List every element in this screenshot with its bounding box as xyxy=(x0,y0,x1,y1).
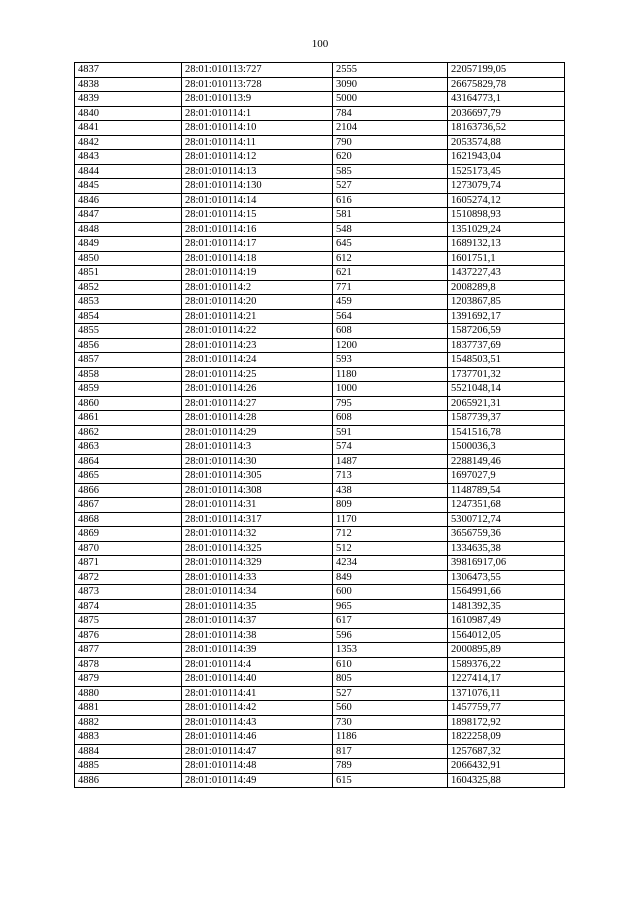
area-cell: 1000 xyxy=(333,382,448,397)
cadastral-number-cell: 28:01:010114:35 xyxy=(182,599,333,614)
area-cell: 849 xyxy=(333,570,448,585)
value-cell: 1564012,05 xyxy=(448,628,565,643)
value-cell: 1481392,35 xyxy=(448,599,565,614)
table-row xyxy=(75,324,565,339)
table-row xyxy=(75,222,565,237)
row-number-cell: 4883 xyxy=(75,730,182,745)
value-cell: 5300712,74 xyxy=(448,512,565,527)
table-row xyxy=(75,527,565,542)
value-cell: 1306473,55 xyxy=(448,570,565,585)
area-cell: 789 xyxy=(333,759,448,774)
cadastral-number-cell: 28:01:010114:42 xyxy=(182,701,333,716)
area-cell: 574 xyxy=(333,440,448,455)
area-cell: 585 xyxy=(333,164,448,179)
value-cell: 1587739,37 xyxy=(448,411,565,426)
area-cell: 564 xyxy=(333,309,448,324)
row-number-cell: 4837 xyxy=(75,63,182,78)
area-cell: 608 xyxy=(333,324,448,339)
table-row xyxy=(75,614,565,629)
cadastral-number-cell: 28:01:010114:18 xyxy=(182,251,333,266)
value-cell: 1604325,88 xyxy=(448,773,565,788)
value-cell: 1437227,43 xyxy=(448,266,565,281)
cadastral-number-cell: 28:01:010114:43 xyxy=(182,715,333,730)
table-row xyxy=(75,280,565,295)
area-cell: 610 xyxy=(333,657,448,672)
area-cell: 438 xyxy=(333,483,448,498)
table-row xyxy=(75,440,565,455)
value-cell: 1737701,32 xyxy=(448,367,565,382)
cadastral-number-cell: 28:01:010114:39 xyxy=(182,643,333,658)
row-number-cell: 4868 xyxy=(75,512,182,527)
row-number-cell: 4858 xyxy=(75,367,182,382)
table-row xyxy=(75,672,565,687)
area-cell: 784 xyxy=(333,106,448,121)
value-cell: 1605274,12 xyxy=(448,193,565,208)
area-cell: 616 xyxy=(333,193,448,208)
cadastral-number-cell: 28:01:010114:37 xyxy=(182,614,333,629)
area-cell: 512 xyxy=(333,541,448,556)
cadastral-number-cell: 28:01:010114:33 xyxy=(182,570,333,585)
cadastral-number-cell: 28:01:010114:25 xyxy=(182,367,333,382)
area-cell: 2104 xyxy=(333,121,448,136)
cadastral-number-cell: 28:01:010114:4 xyxy=(182,657,333,672)
row-number-cell: 4875 xyxy=(75,614,182,629)
area-cell: 2555 xyxy=(333,63,448,78)
row-number-cell: 4880 xyxy=(75,686,182,701)
row-number-cell: 4882 xyxy=(75,715,182,730)
value-cell: 22057199,05 xyxy=(448,63,565,78)
row-number-cell: 4870 xyxy=(75,541,182,556)
row-number-cell: 4877 xyxy=(75,643,182,658)
value-cell: 1564991,66 xyxy=(448,585,565,600)
value-cell: 1371076,11 xyxy=(448,686,565,701)
value-cell: 1334635,38 xyxy=(448,541,565,556)
value-cell: 1525173,45 xyxy=(448,164,565,179)
cadastral-number-cell: 28:01:010113:9 xyxy=(182,92,333,107)
table-row xyxy=(75,92,565,107)
value-cell: 39816917,06 xyxy=(448,556,565,571)
value-cell: 5521048,14 xyxy=(448,382,565,397)
value-cell: 1837737,69 xyxy=(448,338,565,353)
area-cell: 548 xyxy=(333,222,448,237)
table-row xyxy=(75,773,565,788)
row-number-cell: 4876 xyxy=(75,628,182,643)
value-cell: 1257687,32 xyxy=(448,744,565,759)
value-cell: 1247351,68 xyxy=(448,498,565,513)
table-row xyxy=(75,643,565,658)
row-number-cell: 4859 xyxy=(75,382,182,397)
row-number-cell: 4845 xyxy=(75,179,182,194)
row-number-cell: 4852 xyxy=(75,280,182,295)
cadastral-number-cell: 28:01:010114:26 xyxy=(182,382,333,397)
area-cell: 600 xyxy=(333,585,448,600)
cadastral-number-cell: 28:01:010113:728 xyxy=(182,77,333,92)
table-row xyxy=(75,295,565,310)
row-number-cell: 4856 xyxy=(75,338,182,353)
area-cell: 591 xyxy=(333,425,448,440)
value-cell: 2000895,89 xyxy=(448,643,565,658)
table-row xyxy=(75,251,565,266)
cadastral-number-cell: 28:01:010114:12 xyxy=(182,150,333,165)
area-cell: 581 xyxy=(333,208,448,223)
cadastral-number-cell: 28:01:010114:34 xyxy=(182,585,333,600)
table-row xyxy=(75,570,565,585)
area-cell: 790 xyxy=(333,135,448,150)
cadastral-number-cell: 28:01:010114:49 xyxy=(182,773,333,788)
area-cell: 817 xyxy=(333,744,448,759)
table-row xyxy=(75,541,565,556)
cadastral-number-cell: 28:01:010114:20 xyxy=(182,295,333,310)
table-row xyxy=(75,425,565,440)
table-row xyxy=(75,411,565,426)
area-cell: 730 xyxy=(333,715,448,730)
cadastral-number-cell: 28:01:010114:48 xyxy=(182,759,333,774)
value-cell: 26675829,78 xyxy=(448,77,565,92)
row-number-cell: 4874 xyxy=(75,599,182,614)
row-number-cell: 4841 xyxy=(75,121,182,136)
row-number-cell: 4847 xyxy=(75,208,182,223)
area-cell: 1180 xyxy=(333,367,448,382)
cadastral-number-cell: 28:01:010114:2 xyxy=(182,280,333,295)
row-number-cell: 4854 xyxy=(75,309,182,324)
cadastral-number-cell: 28:01:010114:14 xyxy=(182,193,333,208)
cadastral-number-cell: 28:01:010114:21 xyxy=(182,309,333,324)
cadastral-number-cell: 28:01:010114:305 xyxy=(182,469,333,484)
area-cell: 771 xyxy=(333,280,448,295)
value-cell: 2065921,31 xyxy=(448,396,565,411)
table-row xyxy=(75,338,565,353)
cadastral-number-cell: 28:01:010114:28 xyxy=(182,411,333,426)
value-cell: 1273079,74 xyxy=(448,179,565,194)
value-cell: 1610987,49 xyxy=(448,614,565,629)
value-cell: 2053574,88 xyxy=(448,135,565,150)
table-row xyxy=(75,237,565,252)
value-cell: 1621943,04 xyxy=(448,150,565,165)
cadastral-number-cell: 28:01:010114:15 xyxy=(182,208,333,223)
row-number-cell: 4863 xyxy=(75,440,182,455)
cadastral-number-cell: 28:01:010114:317 xyxy=(182,512,333,527)
cadastral-number-cell: 28:01:010114:22 xyxy=(182,324,333,339)
value-cell: 2036697,79 xyxy=(448,106,565,121)
area-cell: 805 xyxy=(333,672,448,687)
value-cell: 1227414,17 xyxy=(448,672,565,687)
table-row xyxy=(75,193,565,208)
area-cell: 1186 xyxy=(333,730,448,745)
row-number-cell: 4848 xyxy=(75,222,182,237)
row-number-cell: 4886 xyxy=(75,773,182,788)
row-number-cell: 4866 xyxy=(75,483,182,498)
table-row xyxy=(75,599,565,614)
area-cell: 1353 xyxy=(333,643,448,658)
area-cell: 4234 xyxy=(333,556,448,571)
value-cell: 18163736,52 xyxy=(448,121,565,136)
value-cell: 1822258,09 xyxy=(448,730,565,745)
table-row xyxy=(75,150,565,165)
value-cell: 1541516,78 xyxy=(448,425,565,440)
table-row xyxy=(75,454,565,469)
value-cell: 3656759,36 xyxy=(448,527,565,542)
table-row xyxy=(75,759,565,774)
table-row xyxy=(75,106,565,121)
cadastral-number-cell: 28:01:010114:329 xyxy=(182,556,333,571)
cadastral-number-cell: 28:01:010114:11 xyxy=(182,135,333,150)
cadastral-number-cell: 28:01:010114:16 xyxy=(182,222,333,237)
row-number-cell: 4842 xyxy=(75,135,182,150)
area-cell: 965 xyxy=(333,599,448,614)
row-number-cell: 4869 xyxy=(75,527,182,542)
value-cell: 1391692,17 xyxy=(448,309,565,324)
row-number-cell: 4867 xyxy=(75,498,182,513)
row-number-cell: 4853 xyxy=(75,295,182,310)
area-cell: 612 xyxy=(333,251,448,266)
table-row xyxy=(75,686,565,701)
table-row xyxy=(75,469,565,484)
table-row xyxy=(75,585,565,600)
table-row xyxy=(75,367,565,382)
value-cell: 1203867,85 xyxy=(448,295,565,310)
value-cell: 1689132,13 xyxy=(448,237,565,252)
table-row xyxy=(75,164,565,179)
row-number-cell: 4850 xyxy=(75,251,182,266)
row-number-cell: 4884 xyxy=(75,744,182,759)
value-cell: 1148789,54 xyxy=(448,483,565,498)
value-cell: 1351029,24 xyxy=(448,222,565,237)
area-cell: 795 xyxy=(333,396,448,411)
cadastral-number-cell: 28:01:010114:10 xyxy=(182,121,333,136)
table-row xyxy=(75,701,565,716)
value-cell: 1601751,1 xyxy=(448,251,565,266)
row-number-cell: 4872 xyxy=(75,570,182,585)
table-row xyxy=(75,628,565,643)
area-cell: 608 xyxy=(333,411,448,426)
row-number-cell: 4885 xyxy=(75,759,182,774)
cadastral-number-cell: 28:01:010114:308 xyxy=(182,483,333,498)
area-cell: 527 xyxy=(333,686,448,701)
value-cell: 1500036,3 xyxy=(448,440,565,455)
area-cell: 5000 xyxy=(333,92,448,107)
table-row xyxy=(75,744,565,759)
cadastral-number-cell: 28:01:010114:24 xyxy=(182,353,333,368)
area-cell: 617 xyxy=(333,614,448,629)
table-row xyxy=(75,309,565,324)
area-cell: 560 xyxy=(333,701,448,716)
cadastral-number-cell: 28:01:010114:47 xyxy=(182,744,333,759)
area-cell: 593 xyxy=(333,353,448,368)
cadastral-number-cell: 28:01:010114:325 xyxy=(182,541,333,556)
table-row xyxy=(75,266,565,281)
table-row xyxy=(75,77,565,92)
value-cell: 1697027,9 xyxy=(448,469,565,484)
row-number-cell: 4864 xyxy=(75,454,182,469)
table-row xyxy=(75,498,565,513)
row-number-cell: 4873 xyxy=(75,585,182,600)
table-row xyxy=(75,135,565,150)
area-cell: 1200 xyxy=(333,338,448,353)
area-cell: 3090 xyxy=(333,77,448,92)
area-cell: 621 xyxy=(333,266,448,281)
area-cell: 1487 xyxy=(333,454,448,469)
cadastral-number-cell: 28:01:010114:38 xyxy=(182,628,333,643)
row-number-cell: 4871 xyxy=(75,556,182,571)
area-cell: 1170 xyxy=(333,512,448,527)
row-number-cell: 4846 xyxy=(75,193,182,208)
table-row xyxy=(75,483,565,498)
cadastral-number-cell: 28:01:010114:23 xyxy=(182,338,333,353)
row-number-cell: 4844 xyxy=(75,164,182,179)
cadastral-number-cell: 28:01:010114:41 xyxy=(182,686,333,701)
row-number-cell: 4860 xyxy=(75,396,182,411)
table-row xyxy=(75,382,565,397)
row-number-cell: 4879 xyxy=(75,672,182,687)
row-number-cell: 4851 xyxy=(75,266,182,281)
area-cell: 596 xyxy=(333,628,448,643)
table-row xyxy=(75,512,565,527)
cadastral-number-cell: 28:01:010113:727 xyxy=(182,63,333,78)
row-number-cell: 4881 xyxy=(75,701,182,716)
area-cell: 620 xyxy=(333,150,448,165)
table-row xyxy=(75,121,565,136)
table-row xyxy=(75,179,565,194)
area-cell: 809 xyxy=(333,498,448,513)
table-row xyxy=(75,396,565,411)
cadastral-number-cell: 28:01:010114:30 xyxy=(182,454,333,469)
cadastral-number-cell: 28:01:010114:130 xyxy=(182,179,333,194)
cadastral-number-cell: 28:01:010114:40 xyxy=(182,672,333,687)
table-row xyxy=(75,208,565,223)
area-cell: 459 xyxy=(333,295,448,310)
page-number: 100 xyxy=(311,38,329,50)
row-number-cell: 4855 xyxy=(75,324,182,339)
row-number-cell: 4862 xyxy=(75,425,182,440)
row-number-cell: 4878 xyxy=(75,657,182,672)
cadastral-number-cell: 28:01:010114:32 xyxy=(182,527,333,542)
cadastral-number-cell: 28:01:010114:27 xyxy=(182,396,333,411)
table-row xyxy=(75,556,565,571)
table-body xyxy=(75,63,565,788)
area-cell: 615 xyxy=(333,773,448,788)
table-row xyxy=(75,715,565,730)
cadastral-number-cell: 28:01:010114:19 xyxy=(182,266,333,281)
row-number-cell: 4843 xyxy=(75,150,182,165)
row-number-cell: 4861 xyxy=(75,411,182,426)
row-number-cell: 4857 xyxy=(75,353,182,368)
row-number-cell: 4849 xyxy=(75,237,182,252)
value-cell: 1589376,22 xyxy=(448,657,565,672)
value-cell: 1548503,51 xyxy=(448,353,565,368)
cadastral-number-cell: 28:01:010114:17 xyxy=(182,237,333,252)
value-cell: 43164773,1 xyxy=(448,92,565,107)
value-cell: 2066432,91 xyxy=(448,759,565,774)
area-cell: 645 xyxy=(333,237,448,252)
row-number-cell: 4838 xyxy=(75,77,182,92)
cadastral-number-cell: 28:01:010114:1 xyxy=(182,106,333,121)
value-cell: 1587206,59 xyxy=(448,324,565,339)
row-number-cell: 4840 xyxy=(75,106,182,121)
cadastral-number-cell: 28:01:010114:3 xyxy=(182,440,333,455)
table-row xyxy=(75,353,565,368)
value-cell: 2008289,8 xyxy=(448,280,565,295)
value-cell: 1898172,92 xyxy=(448,715,565,730)
value-cell: 2288149,46 xyxy=(448,454,565,469)
row-number-cell: 4839 xyxy=(75,92,182,107)
cadastral-number-cell: 28:01:010114:29 xyxy=(182,425,333,440)
value-cell: 1510898,93 xyxy=(448,208,565,223)
table-row xyxy=(75,730,565,745)
cadastral-number-cell: 28:01:010114:31 xyxy=(182,498,333,513)
value-cell: 1457759,77 xyxy=(448,701,565,716)
row-number-cell: 4865 xyxy=(75,469,182,484)
table-row xyxy=(75,63,565,78)
area-cell: 527 xyxy=(333,179,448,194)
table-row xyxy=(75,657,565,672)
cadastral-table xyxy=(74,62,565,788)
area-cell: 713 xyxy=(333,469,448,484)
cadastral-number-cell: 28:01:010114:46 xyxy=(182,730,333,745)
cadastral-number-cell: 28:01:010114:13 xyxy=(182,164,333,179)
area-cell: 712 xyxy=(333,527,448,542)
